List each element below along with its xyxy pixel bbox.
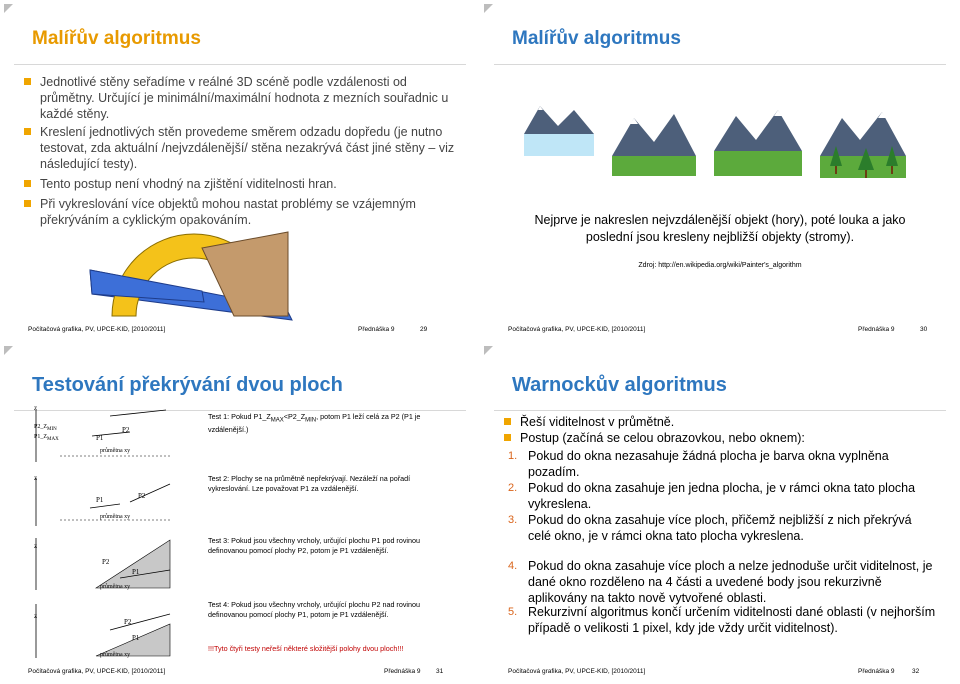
slide-title: Warnockův algoritmus [512, 374, 727, 396]
bullet-item: Řeší viditelnost v průmětně. [504, 414, 938, 430]
test-1-text: Test 1: Pokud $P1\_Z_{MAX}<P2\_Z_{MIN}$, potom P1 leží celá za P2 (P1 je vzdálenější.) [208, 412, 421, 435]
axis-z-label: z [34, 542, 38, 550]
p1-label: P1 [132, 634, 140, 642]
corner-decoration [484, 346, 493, 355]
title-divider [494, 410, 946, 411]
p2-zmin-label: $P2\_Z_{MIN}$ [34, 424, 57, 433]
footer-lecture: Přednáška 9 [858, 668, 895, 675]
p1-label: P1 [96, 434, 104, 442]
p1-zmax-label: $P1\_Z_{MAX}$ [34, 434, 59, 443]
p1-label: P1 [132, 568, 140, 576]
p1-label: P1 [96, 496, 104, 504]
bullet-item: Kreslení jednotlivých stěn provedeme směrem odzadu dopředu (je nutno testovat, zda aktuální /nejvzdálenější/ stěna nezakrývá část jiné stěny – viz následující testy). [24, 124, 458, 172]
corner-decoration [484, 4, 493, 13]
p2-label: P2 [138, 492, 146, 500]
slide-31 [4, 346, 476, 682]
step-item: 5. Rekurzivní algoritmus končí určením viditelnosti dané oblasti (v nejhorším případě o velikosti 1 pixel, kdy jde vždy určit viditelnost). [508, 605, 936, 635]
axis-z-label: z [34, 474, 38, 482]
test-3-text: Test 3: Pokud jsou všechny vrcholy, určující plochu P1 pod rovinou definovanou pomocí plochy P2, potom je P1 vzdálenější. [208, 536, 421, 555]
slide-32 [484, 346, 956, 682]
illustration-caption: Nejprve je nakreslen nejvzdálenější objekt (hory), poté louka a jako poslední jsou kresleny nejbližší objekty (stromy). [534, 213, 906, 244]
footer-lecture: Přednáška 9 [358, 326, 395, 333]
p2-label: P2 [102, 558, 110, 566]
footer-course: Počítačová grafika, PV, UPCE-KID, [2010/2011] [508, 668, 646, 675]
plane-label: průmětna xy [100, 514, 131, 520]
overlap-illustration [82, 230, 382, 322]
slide-title: Testování překrývání dvou ploch [32, 374, 343, 396]
footer-page: 29 [420, 326, 428, 333]
step-item: 3. Pokud do okna zasahuje více ploch, přičemž nejbližší z nich překrývá celé okno, je v rámci okna tato plocha vykreslena. [508, 513, 912, 543]
slide-30 [484, 4, 956, 340]
source-citation: Zdroj: http://en.wikipedia.org/wiki/Painter's_algorithm [638, 262, 802, 269]
bullet-item: Postup (začíná se celou obrazovkou, nebo oknem): [504, 430, 938, 446]
footer-lecture: Přednáška 9 [858, 326, 895, 333]
footer-page: 32 [912, 668, 920, 675]
step-item: 4. Pokud do okna zasahuje více ploch a nelze jednoduše určit viditelnost, je dané okno rozděleno na 4 části a uvedené body jsou rekurzivně aplikovány na takto nově vytvořené oblasti. [508, 559, 933, 605]
step-item: 2. Pokud do okna zasahuje jen jedna plocha, je v rámci okna tato plocha vykreslena. [508, 481, 916, 511]
test2-diagram [30, 474, 180, 530]
plane-label: průmětna xy [100, 448, 131, 454]
bullet-item: Jednotlivé stěny seřadíme v reálné 3D scéně podle vzdálenosti od průmětny. Určující je minimální/maximální hodnota z mezních souřadnic u každé stěny. [24, 74, 458, 122]
p2-label: P2 [124, 618, 132, 626]
axis-z-label: z [34, 612, 38, 620]
corner-decoration [4, 346, 13, 355]
p2-label: P2 [122, 426, 130, 434]
footer-course: Počítačová grafika, PV, UPCE-KID, [2010/2011] [28, 326, 166, 333]
footer-page: 31 [436, 668, 444, 675]
plane-label: průmětna xy [100, 652, 131, 658]
slide-title: Malířův algoritmus [512, 28, 681, 49]
footer-page: 30 [920, 326, 928, 333]
bullet-item: Při vykreslování více objektů mohou nastat problémy se vzájemným překrýváním a cyklickým opakováním. [24, 196, 458, 228]
step-item: 1. Pokud do okna nezasahuje žádná plocha je barva okna vyplněna pozadím. [508, 449, 889, 479]
painter-scene-illustration [524, 96, 914, 196]
axis-z-label: z [34, 404, 38, 412]
warning-text: !!!Tyto čtyři testy neřeší některé složitější polohy dvou ploch!!! [208, 644, 404, 653]
footer-course: Počítačová grafika, PV, UPCE-KID, [2010/2011] [28, 668, 166, 675]
slide-29 [4, 4, 476, 340]
corner-decoration [4, 4, 13, 13]
test-2-text: Test 2: Plochy se na průmětně nepřekrývají. Nezáleží na pořadí vykreslování. Lze považovat P1 za vzdálenější. [208, 474, 411, 493]
test-4-text: Test 4: Pokud jsou všechny vrcholy, určující plochu P2 nad rovinou definovanou pomocí plochy P1, potom je P1 vzdálenější. [208, 600, 421, 619]
bullet-item: Tento postup není vhodný na zjištění viditelnosti hran. [24, 176, 458, 192]
slide-title: Malířův algoritmus [32, 28, 201, 49]
footer-lecture: Přednáška 9 [384, 668, 421, 675]
footer-course: Počítačová grafika, PV, UPCE-KID, [2010/2011] [508, 326, 646, 333]
title-divider [14, 64, 466, 65]
title-divider [494, 64, 946, 65]
plane-label: průmětna xy [100, 584, 131, 590]
